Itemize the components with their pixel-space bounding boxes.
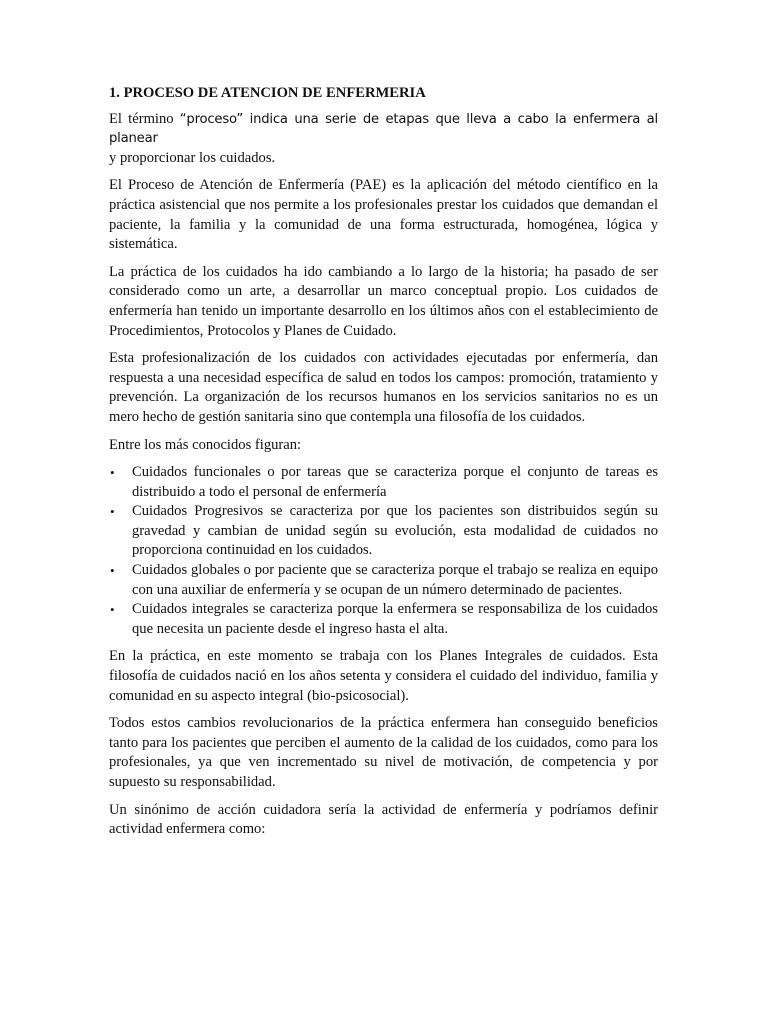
paragraph-professionalization: Esta profesionalización de los cuidados con actividades ejecutadas por enfermería, dan respuesta a una necesidad específica de salud en todos los campos: promoción, tratamiento y prevención. La organización de los recursos humanos en los servicios sanitarios no es un mero hecho de gestión sanitaria sino que contempla una filosofía de los cuidados. xyxy=(109,350,658,425)
intro-mixed-font-text: “proceso” indica una serie de etapas que lleva a cabo la enfermera al planear xyxy=(109,111,658,147)
list-item-text: Cuidados globales o por paciente que se caracteriza porque el trabajo se realiza en equipo con una auxiliar de enfermería y se ocupan de un número determinado de pacientes. xyxy=(132,562,658,598)
section-heading: 1. PROCESO DE ATENCION DE ENFERMERIA xyxy=(109,85,426,101)
list-item xyxy=(109,502,658,561)
list-item xyxy=(109,600,658,639)
intro-start: El término xyxy=(109,110,180,127)
bullet-icon: • xyxy=(110,465,115,481)
bullet-icon: • xyxy=(110,602,115,618)
bullet-icon: • xyxy=(110,563,115,579)
paragraph-list-intro: Entre los más conocidos figuran: xyxy=(109,436,302,453)
document-page xyxy=(109,84,658,848)
bullet-icon: • xyxy=(110,504,115,520)
list-item xyxy=(109,463,658,502)
paragraph-definition: Un sinónimo de acción cuidadora sería la actividad de enfermería y podríamos definir actividad enfermera como: xyxy=(109,801,658,838)
paragraph-history: La práctica de los cuidados ha ido cambiando a lo largo de la historia; ha pasado de ser considerado como un arte, a desarrollar un marco conceptual propio. Los cuidados de enfermería han tenido un importante desarrollo en los últimos años con el establecimiento de Procedimientos, Protocolos y Planes de Cuidado. xyxy=(109,263,658,339)
paragraph-pae: El Proceso de Atención de Enfermería (PAE) es la aplicación del método científico en la práctica asistencial que nos permite a los profesionales prestar los cuidados que demandan el paciente, la familia y la comunidad de una forma estructurada, homogénea, lógica y sistemática. xyxy=(109,177,658,253)
list-item-text: Cuidados Progresivos se caracteriza por que los pacientes son distribuidos según su gravedad y cambian de unidad según su evolución, esta modalidad de cuidados no proporciona continuidad en los cuidados. xyxy=(132,503,658,559)
list-item-text: Cuidados integrales se caracteriza porque la enfermera se responsabiliza de los cuidados que necesita un paciente desde el ingreso hasta el alta. xyxy=(132,601,658,637)
paragraph-integral-plans: En la práctica, en este momento se trabaja con los Planes Integrales de cuidados. Esta filosofía de cuidados nació en los años setenta y considera el cuidado del individuo, familia y comunidad en su aspecto integral (bio-psicosocial). xyxy=(109,648,658,704)
list-item-text: Cuidados funcionales o por tareas que se caracteriza porque el conjunto de tareas es distribuido a todo el personal de enfermería xyxy=(132,464,658,500)
list-item xyxy=(109,561,658,600)
paragraph-benefits: Todos estos cambios revolucionarios de la práctica enfermera han conseguido beneficios tanto para los pacientes que perciben el aumento de la calidad de los cuidados, como para los profesionales, ya que ven incrementado su nivel de motivación, de competencia y por supuesto su responsabilidad. xyxy=(109,715,658,790)
care-models-list xyxy=(109,463,658,639)
intro-paragraph xyxy=(109,110,658,169)
intro-end: y proporcionar los cuidados. xyxy=(109,149,276,166)
